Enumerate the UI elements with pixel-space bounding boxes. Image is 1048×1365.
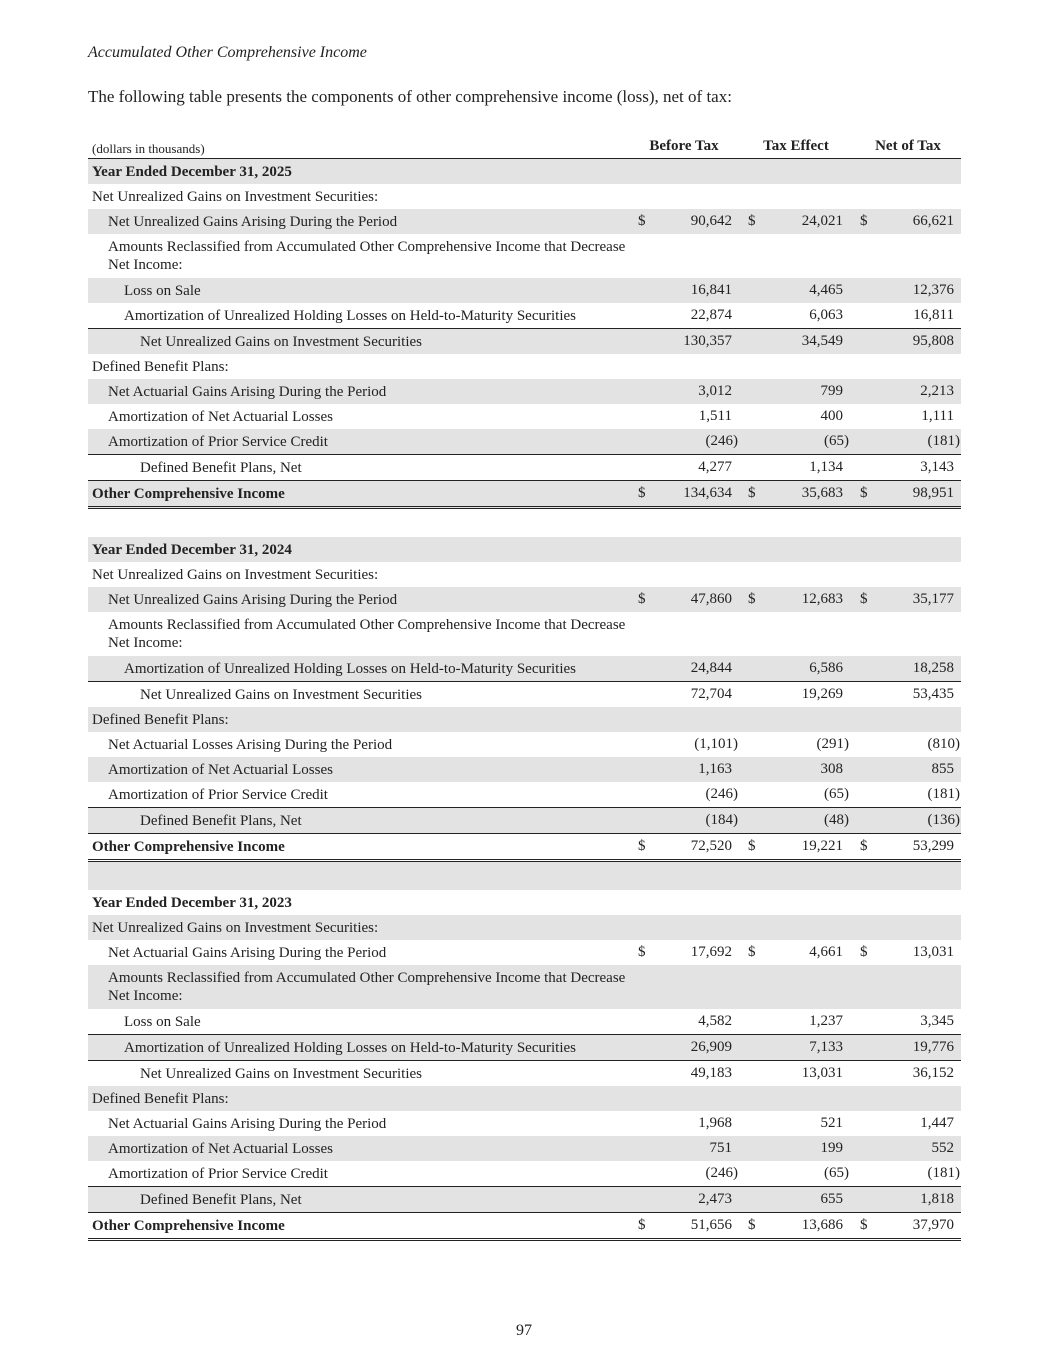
table-row: [88, 379, 961, 404]
dollar-sign: $: [638, 213, 646, 229]
year-title-row: [88, 537, 961, 562]
table-row: [88, 732, 961, 757]
row-label: Net Unrealized Gains Arising During the Period: [108, 592, 398, 608]
before-tax-value: 3,012: [698, 383, 732, 399]
section-row: [88, 707, 961, 732]
tax-effect-value: (291): [816, 736, 849, 752]
row-label: Amortization of Prior Service Credit: [108, 434, 328, 450]
year-title: Year Ended December 31, 2025: [92, 164, 292, 180]
before-tax-value: 4,582: [698, 1013, 732, 1029]
before-tax-value: 49,183: [690, 1065, 732, 1081]
net-of-tax-value: 1,111: [921, 408, 954, 424]
dollar-sign: $: [638, 838, 646, 854]
row-label: Other Comprehensive Income: [92, 486, 285, 502]
unit-note: (dollars in thousands): [92, 141, 205, 156]
tax-effect-value: 521: [820, 1115, 843, 1131]
before-tax-value: 22,874: [690, 307, 732, 323]
before-tax-value: 130,357: [683, 333, 732, 349]
tax-effect-value: (65): [824, 433, 849, 449]
before-tax-value: 2,473: [698, 1191, 732, 1207]
net-of-tax-value: 1,818: [920, 1191, 954, 1207]
row-label: Amortization of Unrealized Holding Losses on Held-to-Maturity Securities: [124, 1040, 576, 1056]
table-header-row: [88, 135, 961, 159]
col-net-of-tax: Net of Tax: [875, 138, 941, 154]
table-row: [88, 1034, 961, 1060]
dollar-sign: $: [860, 485, 868, 501]
tax-effect-value: 19,269: [801, 686, 843, 702]
section-heading: Accumulated Other Comprehensive Income: [88, 44, 367, 61]
dollar-sign: $: [748, 1217, 756, 1233]
net-of-tax-value: (181): [927, 1165, 960, 1181]
table-row: [88, 303, 961, 328]
before-tax-value: 24,844: [690, 660, 732, 676]
row-label: Net Actuarial Gains Arising During the Period: [108, 384, 387, 400]
net-of-tax-value: 13,031: [912, 944, 954, 960]
tax-effect-value: 4,465: [809, 282, 843, 298]
table-row: [88, 429, 961, 454]
row-label: Amortization of Net Actuarial Losses: [108, 762, 333, 778]
dollar-sign: $: [748, 213, 756, 229]
section-label: Net Unrealized Gains on Investment Securities:: [92, 920, 379, 936]
net-of-tax-value: 2,213: [920, 383, 954, 399]
row-label: Net Unrealized Gains on Investment Securities: [140, 687, 422, 703]
before-tax-value: 4,277: [698, 459, 732, 475]
tax-effect-value: 24,021: [801, 213, 843, 229]
subtotal-row: [88, 1060, 961, 1086]
intro-text: The following table presents the components of other comprehensive income (loss), net of tax:: [88, 87, 732, 106]
tax-effect-value: 6,586: [809, 660, 843, 676]
tax-effect-value: (65): [824, 786, 849, 802]
net-of-tax-value: 855: [931, 761, 954, 777]
year-title-row: [88, 890, 961, 915]
col-before-tax: Before Tax: [649, 138, 719, 154]
row-label: Amounts Reclassified from Accumulated Other Comprehensive Income that Decrease Net Income:: [108, 617, 626, 651]
section-row: [88, 915, 961, 940]
table-row: [88, 278, 961, 303]
table-row: [88, 1136, 961, 1161]
tax-effect-value: 35,683: [801, 485, 843, 501]
dollar-sign: $: [860, 213, 868, 229]
table-row: [88, 782, 961, 807]
row-label: Amortization of Unrealized Holding Losses on Held-to-Maturity Securities: [124, 661, 576, 677]
tax-effect-value: 13,686: [801, 1217, 843, 1233]
net-of-tax-value: 95,808: [912, 333, 954, 349]
net-of-tax-value: 53,435: [912, 686, 954, 702]
row-label: Other Comprehensive Income: [92, 839, 285, 855]
subtotal-row: [88, 1186, 961, 1212]
tax-effect-value: 34,549: [801, 333, 843, 349]
before-tax-value: (184): [705, 812, 738, 828]
section-label: Defined Benefit Plans:: [92, 712, 229, 728]
row-label: Amounts Reclassified from Accumulated Other Comprehensive Income that Decrease Net Income:: [108, 970, 626, 1004]
row-label: Net Unrealized Gains Arising During the Period: [108, 214, 398, 230]
table-row: [88, 757, 961, 782]
section-row: [88, 354, 961, 379]
before-tax-value: (246): [705, 1165, 738, 1181]
tax-effect-value: 7,133: [809, 1039, 843, 1055]
row-label: Net Actuarial Gains Arising During the Period: [108, 945, 387, 961]
page-number: 97: [516, 1322, 532, 1339]
row-label: Net Actuarial Losses Arising During the Period: [108, 737, 393, 753]
subtotal-row: [88, 328, 961, 354]
tax-effect-value: (48): [824, 812, 849, 828]
net-of-tax-value: 3,345: [920, 1013, 954, 1029]
tax-effect-value: 199: [820, 1140, 843, 1156]
net-of-tax-value: 35,177: [912, 591, 954, 607]
net-of-tax-value: 19,776: [912, 1039, 954, 1055]
dollar-sign: $: [860, 591, 868, 607]
total-row: [88, 1212, 961, 1241]
section-row: [88, 184, 961, 209]
table-row: [88, 234, 961, 278]
row-label: Amortization of Net Actuarial Losses: [108, 409, 333, 425]
row-label: Defined Benefit Plans, Net: [140, 1192, 302, 1208]
before-tax-value: 47,860: [690, 591, 732, 607]
dollar-sign: $: [638, 1217, 646, 1233]
total-row: [88, 833, 961, 862]
before-tax-value: 26,909: [690, 1039, 732, 1055]
before-tax-value: 51,656: [690, 1217, 732, 1233]
year-title: Year Ended December 31, 2024: [92, 542, 292, 558]
table-row: [88, 1009, 961, 1034]
tax-effect-value: 400: [820, 408, 843, 424]
dollar-sign: $: [638, 591, 646, 607]
row-label: Loss on Sale: [124, 1014, 201, 1030]
section-label: Defined Benefit Plans:: [92, 1091, 229, 1107]
dollar-sign: $: [860, 944, 868, 960]
col-tax-effect: Tax Effect: [763, 138, 829, 154]
section-row: [88, 1086, 961, 1111]
tax-effect-value: 799: [820, 383, 843, 399]
net-of-tax-value: 552: [931, 1140, 954, 1156]
net-of-tax-value: 12,376: [912, 282, 954, 298]
before-tax-value: 16,841: [690, 282, 732, 298]
before-tax-value: 90,642: [690, 213, 732, 229]
table-row: [88, 612, 961, 656]
row-label: Loss on Sale: [124, 283, 201, 299]
before-tax-value: 72,520: [690, 838, 732, 854]
net-of-tax-value: 37,970: [912, 1217, 954, 1233]
table-row: [88, 404, 961, 429]
row-label: Defined Benefit Plans, Net: [140, 460, 302, 476]
table-row: [88, 587, 961, 612]
tax-effect-value: 1,237: [809, 1013, 843, 1029]
before-tax-value: 1,968: [698, 1115, 732, 1131]
net-of-tax-value: 98,951: [912, 485, 954, 501]
section-row: [88, 562, 961, 587]
row-label: Defined Benefit Plans, Net: [140, 813, 302, 829]
total-row: [88, 480, 961, 509]
net-of-tax-value: (181): [927, 433, 960, 449]
before-tax-value: 17,692: [690, 944, 732, 960]
row-label: Amortization of Prior Service Credit: [108, 1166, 328, 1182]
tax-effect-value: 1,134: [809, 459, 843, 475]
row-label: Amortization of Prior Service Credit: [108, 787, 328, 803]
subtotal-row: [88, 807, 961, 833]
tax-effect-value: 308: [820, 761, 843, 777]
table-row: [88, 965, 961, 1009]
dollar-sign: $: [638, 944, 646, 960]
net-of-tax-value: 16,811: [913, 307, 954, 323]
net-of-tax-value: 53,299: [912, 838, 954, 854]
row-label: Amortization of Net Actuarial Losses: [108, 1141, 333, 1157]
dollar-sign: $: [860, 1217, 868, 1233]
before-tax-value: 751: [709, 1140, 732, 1156]
net-of-tax-value: 3,143: [920, 459, 954, 475]
dollar-sign: $: [748, 838, 756, 854]
year-title-row: [88, 159, 961, 184]
subtotal-row: [88, 454, 961, 480]
row-label: Amounts Reclassified from Accumulated Other Comprehensive Income that Decrease Net Income:: [108, 239, 626, 273]
table-row: [88, 656, 961, 681]
dollar-sign: $: [748, 591, 756, 607]
oci-table: [88, 135, 961, 1241]
table-row: [88, 1161, 961, 1186]
spacer-row: [88, 862, 961, 890]
year-title: Year Ended December 31, 2023: [92, 895, 292, 911]
row-label: Net Actuarial Gains Arising During the Period: [108, 1116, 387, 1132]
dollar-sign: $: [860, 838, 868, 854]
row-label: Net Unrealized Gains on Investment Securities: [140, 334, 422, 350]
tax-effect-value: 655: [820, 1191, 843, 1207]
dollar-sign: $: [638, 485, 646, 501]
section-label: Net Unrealized Gains on Investment Securities:: [92, 189, 379, 205]
subtotal-row: [88, 681, 961, 707]
spacer-row: [88, 509, 961, 537]
net-of-tax-value: 66,621: [912, 213, 954, 229]
before-tax-value: (1,101): [694, 736, 738, 752]
section-label: Defined Benefit Plans:: [92, 359, 229, 375]
before-tax-value: 72,704: [690, 686, 732, 702]
net-of-tax-value: 18,258: [912, 660, 954, 676]
dollar-sign: $: [748, 944, 756, 960]
tax-effect-value: 19,221: [801, 838, 843, 854]
row-label: Other Comprehensive Income: [92, 1218, 285, 1234]
before-tax-value: (246): [705, 786, 738, 802]
net-of-tax-value: 36,152: [912, 1065, 954, 1081]
tax-effect-value: 4,661: [809, 944, 843, 960]
net-of-tax-value: 1,447: [920, 1115, 954, 1131]
section-label: Net Unrealized Gains on Investment Securities:: [92, 567, 379, 583]
row-label: Net Unrealized Gains on Investment Securities: [140, 1066, 422, 1082]
tax-effect-value: 6,063: [809, 307, 843, 323]
tax-effect-value: (65): [824, 1165, 849, 1181]
before-tax-value: (246): [705, 433, 738, 449]
table-row: [88, 940, 961, 965]
dollar-sign: $: [748, 485, 756, 501]
net-of-tax-value: (810): [927, 736, 960, 752]
before-tax-value: 1,511: [698, 408, 732, 424]
tax-effect-value: 12,683: [801, 591, 843, 607]
tax-effect-value: 13,031: [801, 1065, 843, 1081]
row-label: Amortization of Unrealized Holding Losses on Held-to-Maturity Securities: [124, 308, 576, 324]
table-row: [88, 1111, 961, 1136]
table-row: [88, 209, 961, 234]
net-of-tax-value: (136): [927, 812, 960, 828]
net-of-tax-value: (181): [927, 786, 960, 802]
before-tax-value: 134,634: [683, 485, 732, 501]
before-tax-value: 1,163: [698, 761, 732, 777]
